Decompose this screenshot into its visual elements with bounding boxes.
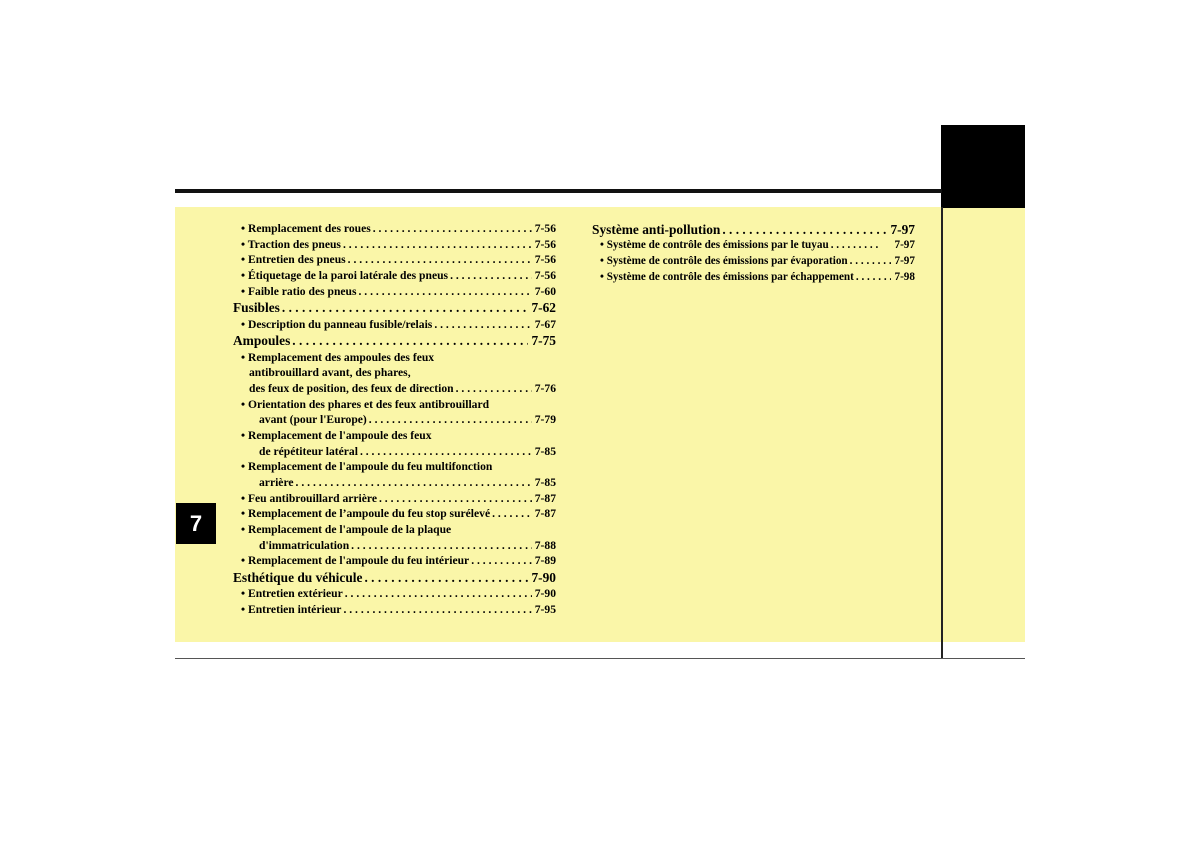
toc-entry-text [233, 350, 556, 366]
toc-page-number: 7-75 [531, 333, 556, 349]
toc-page-number: 7-85 [534, 476, 556, 489]
toc-page-number: 7-85 [534, 444, 556, 458]
toc-leader-dots [490, 506, 532, 522]
toc-page-number: 7-56 [534, 237, 556, 251]
toc-leader-dots [371, 221, 532, 237]
toc-page-number: 7-79 [534, 413, 556, 427]
toc-leader-dots [280, 299, 529, 316]
toc-entry-title: • Faible ratio des pneus [241, 284, 357, 298]
toc-entry-text [233, 397, 556, 413]
toc-entry-title: • Remplacement de l'ampoule des feux [241, 428, 432, 442]
chapter-number-badge: 7 [176, 503, 216, 544]
toc-entry-title: • Étiquetage de la paroi latérale des pneus [241, 269, 449, 283]
toc-entry[interactable] [233, 317, 556, 333]
toc-page-number: 7-90 [534, 587, 556, 601]
toc-entry-title: • Remplacement de l’ampoule du feu stop surélevé [241, 507, 491, 521]
toc-page-number: 7-87 [534, 491, 556, 505]
toc-entry[interactable] [233, 412, 556, 428]
toc-entry-title: Ampoules [233, 333, 291, 349]
toc-leader-dots [290, 332, 528, 349]
toc-leader-dots [349, 538, 532, 554]
toc-leader-dots [357, 284, 532, 300]
toc-leader-dots [720, 221, 887, 238]
toc-entry-title: • Entretien intérieur [241, 603, 342, 616]
toc-page-number: 7-56 [534, 253, 556, 267]
toc-entry-title: • Système de contrôle des émissions par évaporation [600, 254, 848, 267]
toc-entry-text [233, 365, 556, 381]
toc-entry[interactable] [233, 332, 556, 349]
toc-leader-dots [341, 602, 531, 618]
toc-page-number: 7-56 [534, 269, 556, 283]
toc-page-number: 7-62 [531, 300, 556, 316]
toc-page-number: 7-95 [534, 603, 556, 616]
toc-page-number: 7-88 [534, 538, 556, 552]
toc-entry-title: • Entretien extérieur [241, 587, 343, 601]
toc-entry-text [233, 428, 556, 444]
toc-leader-dots [432, 317, 531, 333]
toc-leader-dots [362, 569, 528, 586]
toc-entry-title: • Orientation des phares et des feux antibrouillard [241, 397, 490, 411]
toc-leader-dots [377, 491, 532, 507]
toc-entry-title: • Traction des pneus [241, 237, 341, 251]
toc-entry[interactable] [233, 538, 556, 554]
toc-page-number: 7-60 [534, 284, 556, 298]
toc-entry-title: • Description du panneau fusible/relais [241, 317, 433, 331]
toc-page-number: 7-67 [534, 317, 556, 331]
toc-page-number: 7-76 [534, 381, 556, 395]
toc-leader-dots [854, 270, 892, 286]
toc-entry-text [233, 459, 556, 475]
toc-leader-dots [343, 586, 532, 602]
toc-entry[interactable] [233, 284, 556, 300]
toc-page-number: 7-87 [534, 507, 556, 521]
toc-entry-title: des feux de position, des feux de direction [249, 381, 454, 395]
toc-entry-title: Esthétique du véhicule [233, 570, 363, 586]
toc-page-number: 7-97 [894, 239, 915, 252]
toc-leader-dots [448, 268, 532, 284]
top-rule [175, 189, 942, 193]
toc-entry[interactable] [233, 553, 556, 569]
toc-page-number: 7-98 [894, 270, 915, 283]
toc-entry-title: antibrouillard avant, des phares, [249, 366, 411, 380]
toc-leader-dots [341, 237, 532, 253]
toc-page-number: 7-97 [890, 222, 915, 237]
toc-entry[interactable] [233, 444, 556, 460]
toc-entry[interactable] [233, 252, 556, 268]
toc-entry[interactable] [233, 506, 556, 522]
toc-entry[interactable] [233, 586, 556, 602]
toc-leader-dots [294, 475, 532, 491]
toc-entry[interactable] [233, 237, 556, 253]
toc-entry-title: Système anti-pollution [592, 222, 721, 237]
toc-page-number: 7-56 [534, 222, 556, 235]
toc-entry-title: d'immatriculation [259, 538, 350, 552]
toc-entry[interactable] [592, 270, 915, 286]
toc-leader-dots [367, 412, 532, 428]
toc-entry-title: • Remplacement de l'ampoule du feu intérieur [241, 554, 470, 568]
toc-leader-dots [358, 444, 532, 460]
toc-leader-dots [346, 252, 532, 268]
toc-entry-title: • Remplacement des ampoules des feux [241, 350, 435, 364]
toc-page-number: 7-90 [531, 570, 556, 586]
toc-entry-text [233, 522, 556, 538]
chapter-tab-block [941, 125, 1025, 208]
toc-entry-title: avant (pour l'Europe) [259, 413, 367, 427]
toc-left-column [233, 221, 556, 618]
toc-entry-title: • Remplacement de l'ampoule de la plaque [241, 523, 452, 537]
toc-leader-dots [829, 238, 892, 254]
toc-entry-title: • Remplacement des roues [241, 222, 371, 235]
toc-entry-title: • Système de contrôle des émissions par échappement [600, 270, 854, 283]
toc-entry[interactable] [233, 491, 556, 507]
toc-entry-title: de répétiteur latéral [259, 444, 358, 458]
toc-entry[interactable] [233, 602, 556, 618]
toc-leader-dots [469, 553, 532, 569]
toc-leader-dots [454, 381, 532, 397]
toc-page-number: 7-97 [894, 254, 915, 267]
toc-entry-title: • Remplacement de l'ampoule du feu multifonction [241, 460, 493, 474]
toc-entry-title: arrière [259, 476, 294, 489]
toc-entry[interactable] [233, 475, 556, 491]
toc-entry-title: Fusibles [233, 300, 280, 316]
toc-entry-title: • Feu antibrouillard arrière [241, 491, 377, 505]
toc-entry[interactable] [592, 221, 915, 238]
toc-entry[interactable] [233, 268, 556, 284]
toc-entry[interactable] [592, 254, 915, 270]
toc-entry-title: • Système de contrôle des émissions par le tuyau [600, 239, 829, 252]
toc-leader-dots [848, 254, 892, 270]
toc-entry[interactable] [592, 238, 915, 254]
toc-entry[interactable] [233, 381, 556, 397]
toc-entry[interactable] [233, 569, 556, 586]
toc-page-number: 7-89 [534, 554, 556, 568]
toc-right-column [592, 221, 915, 285]
toc-entry[interactable] [233, 221, 556, 237]
column-divider [941, 207, 943, 659]
toc-entry[interactable] [233, 299, 556, 316]
bottom-rule [175, 658, 1025, 659]
toc-entry-title: • Entretien des pneus [241, 253, 346, 267]
